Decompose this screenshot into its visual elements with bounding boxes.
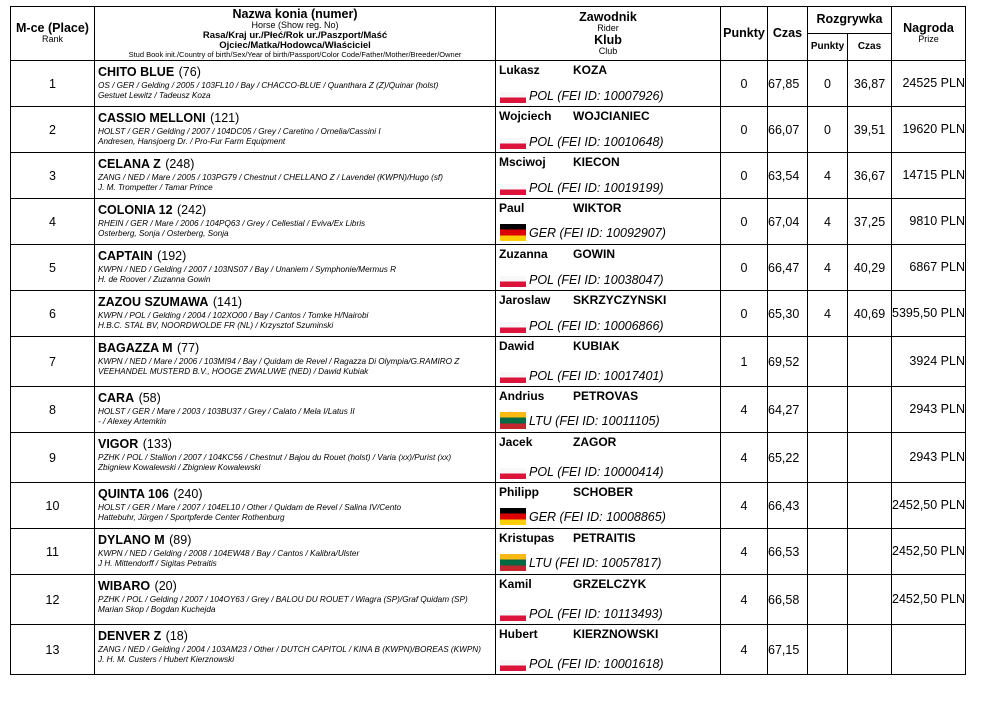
jumpoff-time-header: Czas [848,34,892,61]
jumpoff-time-cell: 40,69 [848,291,892,337]
horse-number: (77) [176,341,200,355]
jumpoff-time-cell: 39,51 [848,107,892,153]
points-cell: 4 [721,433,768,483]
jumpoff-points-cell [808,387,848,433]
rider-nation: GER (FEI ID: 10008865) [529,509,666,524]
rank-cell: 4 [11,199,95,245]
flag-icon [500,468,526,479]
horse-owner: Marian Skop / Bogdan Kuchejda [98,604,216,614]
prize-cell: 2452,50 PLN [892,575,966,625]
horse-name: VIGOR [98,437,139,451]
jumpoff-points-cell [808,625,848,675]
rider-cell [496,625,721,675]
horse-owner: J. M. Trompetter / Tamar Prince [98,182,213,192]
rider-cell [496,337,721,387]
horse-name: CAPTAIN [98,249,153,263]
horse-number: (240) [173,487,203,501]
prize-cell: 14715 PLN [892,153,966,199]
rider-first-name: Hubert [499,627,538,641]
table-row [11,433,966,483]
time-cell: 66,07 [768,107,808,153]
horse-cell [95,107,496,153]
rider-nation: POL (FEI ID: 10010648) [529,134,664,149]
prize-cell: 24525 PLN [892,61,966,107]
rider-first-name: Wojciech [499,109,552,123]
flag-icon [500,554,526,571]
horse-number: (248) [165,157,195,171]
horse-owner: J. H. M. Custers / Hubert Kierznowski [98,654,235,664]
table-row [11,529,966,575]
prize-cell: 2943 PLN [892,433,966,483]
points-cell: 0 [721,199,768,245]
horse-number: (76) [178,65,201,79]
horse-info: PZHK / POL / Stallion / 2007 / 104KC56 / Chestnut / Bajou du Rouet (holst) / Varia (xx)/Purist (xx) [98,453,452,462]
rank-cell: 12 [11,575,95,625]
rider-cell [496,575,721,625]
rider-first-name: Jacek [499,435,533,449]
horse-name: BAGAZZA M [98,341,173,355]
points-cell: 1 [721,337,768,387]
horse-header: Nazwa konia (numer) Horse (Show reg. No) Rasa/Kraj ur./Płeć/Rok ur./Paszport/Maść Ojciec/Matka/Hodowca/Właściciel Stud Book init./Country of birth/Sex/Year of birth/Passport/Color Code/Father/Mother/Breeder/Owner [95,7,496,61]
time-header: Czas [768,7,808,61]
horse-info: HOLST / GER / Gelding / 2007 / 104DC05 / Grey / Caretino / Ornelia/Cassini I [98,127,381,136]
flag-icon [500,660,526,671]
time-cell: 66,47 [768,245,808,291]
jumpoff-time-cell [848,575,892,625]
horse-name: QUINTA 106 [98,487,169,501]
time-cell: 69,52 [768,337,808,387]
horse-number: (18) [165,629,188,643]
jumpoff-time-cell: 40,29 [848,245,892,291]
flag-icon [500,508,526,525]
horse-info: OS / GER / Gelding / 2005 / 103FL10 / Bay / CHACCO-BLUE / Quanthara Z (Z)/Quinar (holst) [98,81,439,90]
rider-cell [496,433,721,483]
jumpoff-time-cell [848,433,892,483]
time-cell: 65,30 [768,291,808,337]
horse-owner: Hattebuhr, Jürgen / Sportpferde Center Rothenburg [98,512,285,522]
flag-icon [500,92,526,103]
horse-number: (89) [169,533,192,547]
flag-icon [500,224,526,241]
time-cell: 63,54 [768,153,808,199]
rider-first-name: Paul [499,201,525,215]
points-cell: 4 [721,483,768,529]
jumpoff-time-cell: 36,87 [848,61,892,107]
table-row [11,575,966,625]
horse-info: ZANG / NED / Mare / 2005 / 103PG79 / Chestnut / CHELLANO Z / Lavendel (KWPN)/Hugo (sf) [98,173,443,182]
flag-icon [500,372,526,383]
horse-number: (121) [210,111,240,125]
rank-cell: 8 [11,387,95,433]
rider-nation: POL (FEI ID: 10001618) [529,656,664,671]
horse-number: (133) [142,437,172,451]
horse-name: DENVER Z [98,629,162,643]
rider-first-name: Dawid [499,339,535,353]
horse-cell [95,245,496,291]
rank-cell: 5 [11,245,95,291]
rider-first-name: Philipp [499,485,539,499]
horse-name: CASSIO MELLONI [98,111,206,125]
horse-cell [95,61,496,107]
rider-last-name: ZAGOR [573,435,617,449]
horse-info: HOLST / GER / Mare / 2007 / 104EL10 / Other / Quidam de Revel / Salina IV/Cento [98,503,402,512]
rider-cell [496,387,721,433]
horse-name: DYLANO M [98,533,165,547]
horse-number: (20) [154,579,177,593]
jumpoff-points-cell [808,575,848,625]
horse-cell [95,291,496,337]
rider-cell [496,291,721,337]
rider-last-name: GOWIN [573,247,615,261]
prize-cell: 3924 PLN [892,337,966,387]
rank-cell: 6 [11,291,95,337]
rank-cell: 7 [11,337,95,387]
rider-cell [496,199,721,245]
rider-nation: POL (FEI ID: 10007926) [529,88,664,103]
rider-nation: POL (FEI ID: 10006866) [529,318,664,333]
jumpoff-time-cell: 37,25 [848,199,892,245]
horse-owner: Zbigniew Kowalewski / Zbigniew Kowalewski [98,462,261,472]
rank-cell: 9 [11,433,95,483]
jumpoff-points-cell: 0 [808,107,848,153]
prize-cell: 5395,50 PLN [892,291,966,337]
rider-last-name: GRZELCZYK [573,577,647,591]
jumpoff-points-cell: 0 [808,61,848,107]
rank-cell: 2 [11,107,95,153]
horse-cell [95,483,496,529]
rider-first-name: Msciwoj [499,155,546,169]
points-cell: 0 [721,245,768,291]
horse-cell [95,337,496,387]
prize-cell: 2452,50 PLN [892,529,966,575]
points-cell: 4 [721,625,768,675]
points-cell: 4 [721,529,768,575]
rider-nation: POL (FEI ID: 10113493) [529,606,663,621]
flag-icon [500,610,526,621]
jumpoff-time-cell: 36,67 [848,153,892,199]
horse-owner: Osterberg, Sonja / Osterberg, Sonja [98,228,229,238]
flag-icon [500,412,526,429]
rank-cell: 10 [11,483,95,529]
jumpoff-points-cell: 4 [808,245,848,291]
rank-cell: 13 [11,625,95,675]
horse-info: KWPN / POL / Gelding / 2004 / 102XO00 / Bay / Cantos / Tomke H/Nairobi [98,311,369,320]
time-cell: 66,43 [768,483,808,529]
rider-cell [496,107,721,153]
jumpoff-points-cell: 4 [808,199,848,245]
rider-first-name: Kristupas [499,531,555,545]
points-header: Punkty [721,7,768,61]
horse-owner: H.B.C. STAL BV, NOORDWOLDE FR (NL) / Krzysztof Szuminski [98,320,334,330]
horse-name: CELANA Z [98,157,161,171]
table-row [11,337,966,387]
rider-cell [496,483,721,529]
jumpoff-time-cell [848,483,892,529]
time-cell: 64,27 [768,387,808,433]
rider-cell [496,529,721,575]
horse-name: COLONIA 12 [98,203,173,217]
rank-cell: 3 [11,153,95,199]
jumpoff-points-cell [808,433,848,483]
horse-info: KWPN / NED / Gelding / 2008 / 104EW48 / Bay / Cantos / Kalibra/Ulster [98,549,360,558]
time-cell: 65,22 [768,433,808,483]
horse-owner: Gestuet Lewitz / Tadeusz Koza [98,90,211,100]
prize-cell: 19620 PLN [892,107,966,153]
jumpoff-points-cell: 4 [808,291,848,337]
jumpoff-time-cell [848,387,892,433]
rider-last-name: SKRZYCZYNSKI [573,293,667,307]
horse-cell [95,625,496,675]
points-cell: 0 [721,61,768,107]
rider-cell [496,61,721,107]
flag-icon [500,184,526,195]
horse-owner: H. de Roover / Zuzanna Gowin [98,274,211,284]
rider-nation: GER (FEI ID: 10092907) [529,225,666,240]
horse-owner: VEEHANDEL MUSTERD B.V., HOOGE ZWALUWE (NED) / Dawid Kubiak [98,366,369,376]
jumpoff-points-cell [808,529,848,575]
jumpoff-time-cell [848,625,892,675]
flag-icon [500,138,526,149]
rider-nation: LTU (FEI ID: 10057817) [529,555,662,570]
prize-cell: 6867 PLN [892,245,966,291]
rider-last-name: KUBIAK [573,339,620,353]
flag-icon [500,322,526,333]
table-row [11,387,966,433]
horse-info: PZHK / POL / Gelding / 2007 / 104OY63 / Grey / BALOU DU ROUET / Wiagra (SP)/Graf Quidam (SP) [98,595,468,604]
table-row [11,245,966,291]
jumpoff-points-cell [808,483,848,529]
rider-last-name: KIECON [573,155,620,169]
rider-first-name: Andrius [499,389,545,403]
rider-first-name: Jaroslaw [499,293,551,307]
rider-nation: POL (FEI ID: 10038047) [529,272,664,287]
jumpoff-time-cell [848,529,892,575]
prize-header: Nagroda Prize [892,7,966,61]
rank-cell: 1 [11,61,95,107]
rank-header: M-ce (Place) Rank [11,7,95,61]
table-row [11,153,966,199]
horse-owner: - / Alexey Artemkin [98,416,167,426]
rider-nation: POL (FEI ID: 10019199) [529,180,664,195]
horse-owner: Andresen, Hansjoerg Dr. / Pro-Fur Farm Equipment [98,136,286,146]
rider-cell [496,153,721,199]
results-table [10,6,966,675]
points-cell: 4 [721,387,768,433]
rank-cell: 11 [11,529,95,575]
table-body [11,61,966,675]
rider-nation: LTU (FEI ID: 10011105) [529,413,660,428]
time-cell: 67,85 [768,61,808,107]
rider-last-name: SCHOBER [573,485,634,499]
time-cell: 66,53 [768,529,808,575]
rider-first-name: Lukasz [499,63,540,77]
horse-number: (192) [157,249,187,263]
horse-cell [95,387,496,433]
table-row [11,291,966,337]
horse-number: (242) [177,203,207,217]
table-row [11,625,966,675]
horse-name: WIBARO [98,579,151,593]
horse-number: (58) [138,391,161,405]
rider-last-name: KIERZNOWSKI [573,627,659,641]
time-cell: 67,15 [768,625,808,675]
rider-last-name: PETROVAS [573,389,639,403]
rider-cell [496,245,721,291]
rider-nation: POL (FEI ID: 10017401) [529,368,664,383]
horse-name: ZAZOU SZUMAWA [98,295,209,309]
table-row [11,483,966,529]
horse-info: RHEIN / GER / Mare / 2006 / 104PQ63 / Grey / Cellestial / Eviva/Ex Libris [98,219,366,228]
prize-cell: 9810 PLN [892,199,966,245]
horse-info: HOLST / GER / Mare / 2003 / 103BU37 / Grey / Calato / Mela I/Latus II [98,407,355,416]
horse-name: CARA [98,391,135,405]
rider-last-name: PETRAITIS [573,531,636,545]
horse-name: CHITO BLUE [98,65,175,79]
table-row [11,107,966,153]
rider-last-name: WOJCIANIEC [573,109,650,123]
rider-last-name: KOZA [573,63,607,77]
horse-owner: J H. Mittendorff / Sigitas Petraitis [98,558,217,568]
table-row [11,61,966,107]
horse-number: (141) [212,295,243,309]
flag-icon [500,276,526,287]
points-cell: 4 [721,575,768,625]
horse-cell [95,575,496,625]
rider-nation: POL (FEI ID: 10000414) [529,464,664,479]
points-cell: 0 [721,153,768,199]
rider-header: Zawodnik Rider Klub Club [496,7,721,61]
horse-info: ZANG / NED / Gelding / 2004 / 103AM23 / Other / DUTCH CAPITOL / KINA B (KWPN)/BOREAS (KWPN) [98,645,481,654]
horse-cell [95,433,496,483]
rider-first-name: Kamil [499,577,532,591]
rider-first-name: Zuzanna [499,247,548,261]
table-header [11,7,966,61]
jumpoff-points-cell: 4 [808,153,848,199]
horse-cell [95,153,496,199]
jumpoff-header: Rozgrywka [808,7,892,34]
horse-info: KWPN / NED / Gelding / 2007 / 103NS07 / Bay / Unaniem / Symphonie/Mermus R [98,265,397,274]
points-cell: 0 [721,291,768,337]
prize-cell [892,625,966,675]
rider-last-name: WIKTOR [573,201,622,215]
points-cell: 0 [721,107,768,153]
horse-cell [95,529,496,575]
horse-cell [95,199,496,245]
table-row [11,199,966,245]
time-cell: 66,58 [768,575,808,625]
prize-cell: 2943 PLN [892,387,966,433]
horse-info: KWPN / NED / Mare / 2006 / 103MI94 / Bay / Quidam de Revel / Ragazza Di Olympia/G.RAMIRO Z [98,357,460,366]
jumpoff-points-header: Punkty [808,34,848,61]
jumpoff-points-cell [808,337,848,387]
prize-cell: 2452,50 PLN [892,483,966,529]
jumpoff-time-cell [848,337,892,387]
time-cell: 67,04 [768,199,808,245]
